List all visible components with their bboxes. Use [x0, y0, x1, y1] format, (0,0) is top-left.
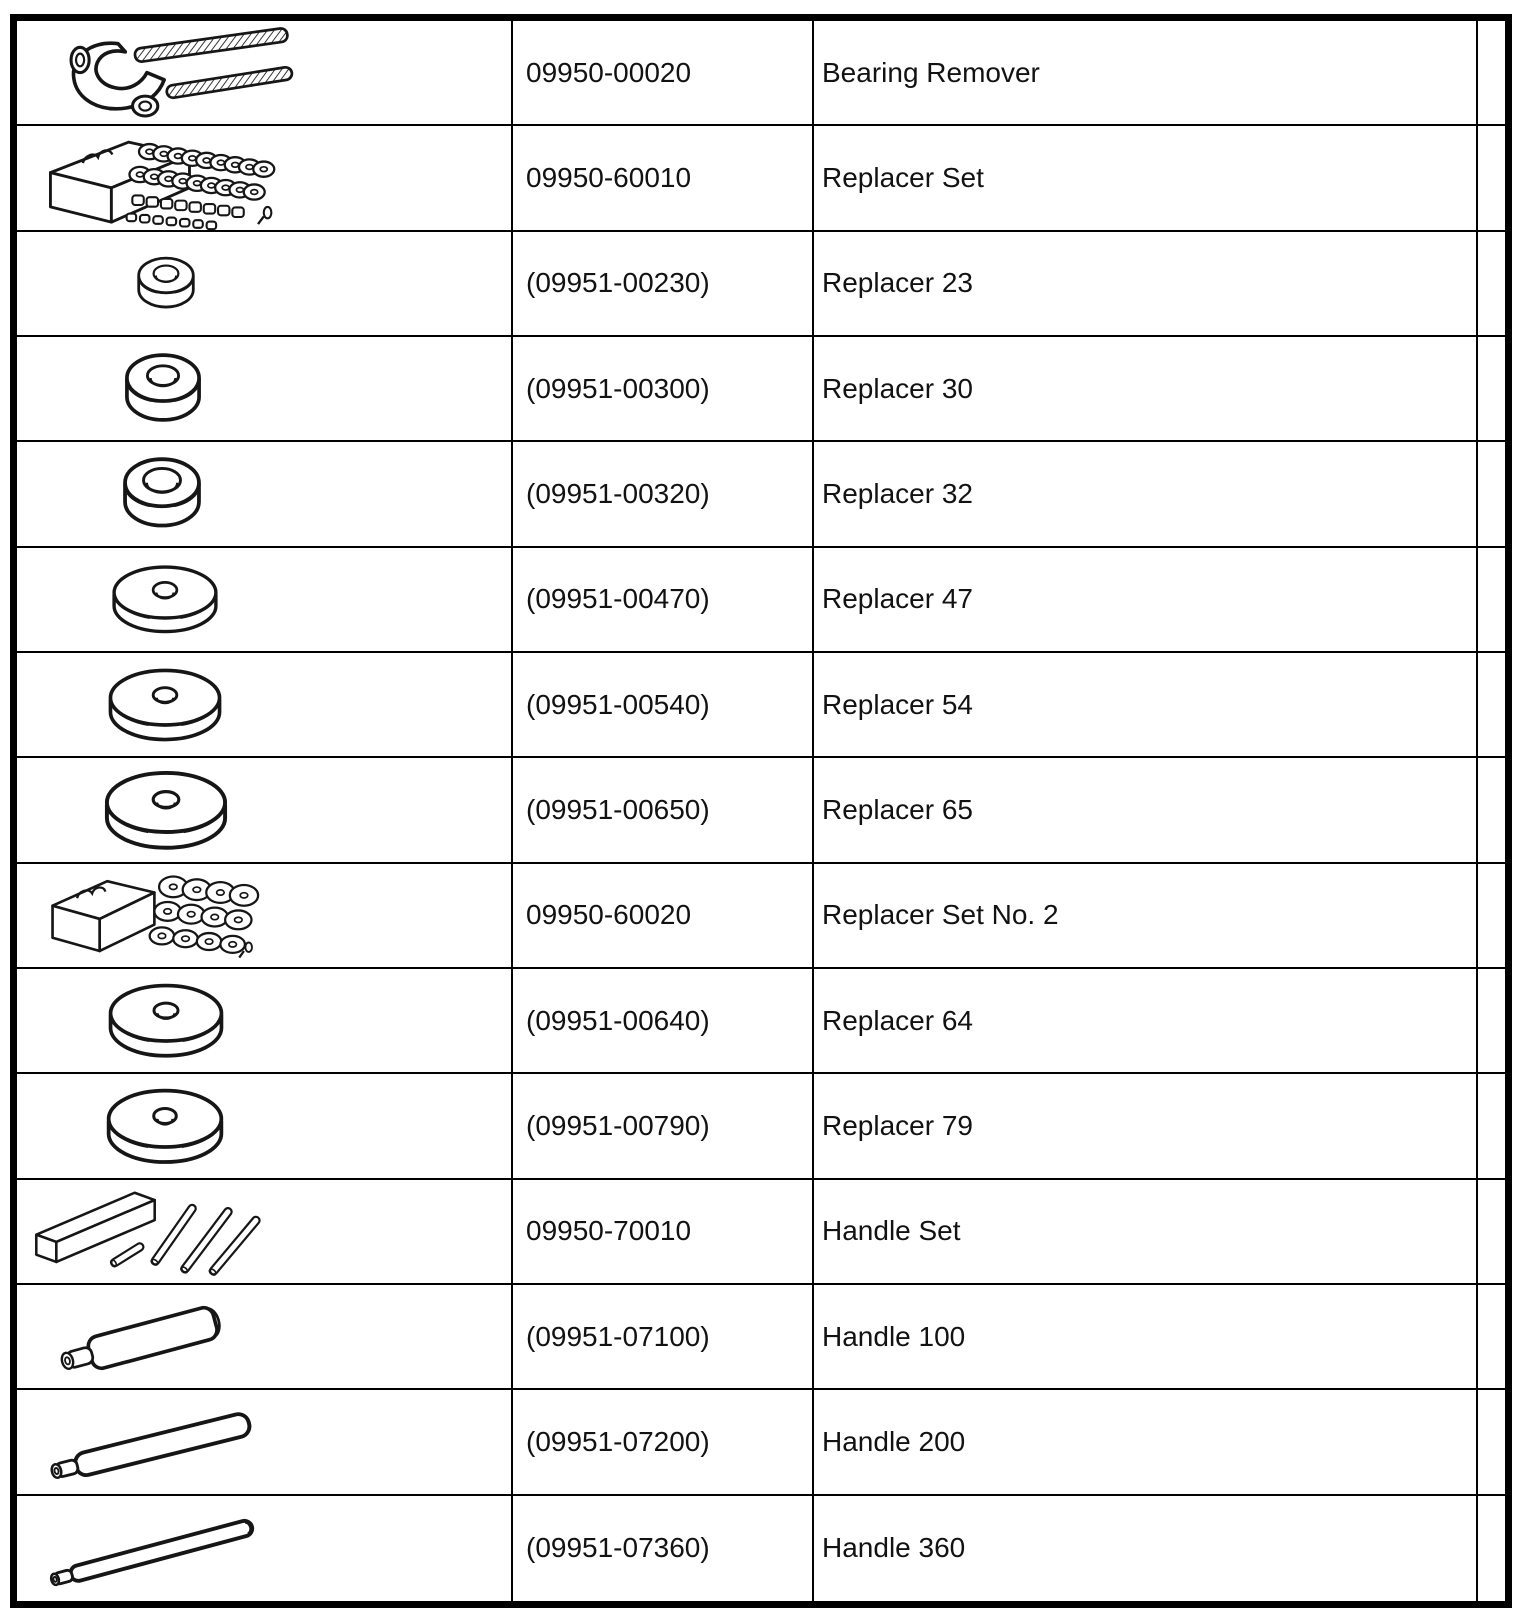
bearing-remover-illustration	[62, 22, 297, 123]
illustration-cell	[17, 1390, 513, 1495]
part-number: (09951-00300)	[526, 372, 710, 404]
description-cell	[814, 758, 1478, 863]
illustration-cell	[17, 1285, 513, 1390]
part-number-cell	[513, 1180, 814, 1285]
replacer-47-illustration	[109, 562, 221, 637]
replacer-set-illustration	[39, 126, 279, 231]
part-number: 09950-60020	[526, 899, 692, 931]
illustration-cell	[17, 548, 513, 653]
replacer-54-illustration	[105, 665, 225, 745]
handle-100-illustration	[45, 1291, 245, 1382]
part-number-cell	[513, 1285, 814, 1390]
description-cell	[814, 864, 1478, 969]
part-number-cell	[513, 548, 814, 653]
description-cell	[814, 21, 1478, 126]
description-cell	[814, 1390, 1478, 1495]
description-cell	[814, 969, 1478, 1074]
part-number-cell	[513, 442, 814, 547]
spacer-cell	[1478, 337, 1505, 442]
illustration-cell	[17, 1180, 513, 1285]
description-cell	[814, 653, 1478, 758]
handle-200-illustration	[35, 1394, 265, 1490]
part-number-cell	[513, 337, 814, 442]
description-cell	[814, 548, 1478, 653]
tool-description: Replacer 23	[822, 267, 973, 299]
tool-description: Replacer 32	[822, 477, 973, 509]
illustration-cell	[17, 442, 513, 547]
part-number: (09951-00650)	[526, 793, 710, 825]
illustration-cell	[17, 758, 513, 863]
illustration-cell	[17, 21, 513, 126]
illustration-cell	[17, 1074, 513, 1179]
spacer-cell	[1478, 1180, 1505, 1285]
handle-360-illustration	[33, 1500, 265, 1597]
replacer-64-illustration	[105, 980, 227, 1061]
description-cell	[814, 232, 1478, 337]
tool-description: Replacer 54	[822, 688, 973, 720]
part-number-cell	[513, 969, 814, 1074]
spacer-cell	[1478, 1074, 1505, 1179]
part-number-cell	[513, 21, 814, 126]
part-number: (09951-07200)	[526, 1425, 710, 1457]
part-number: (09951-00470)	[526, 583, 710, 615]
tool-description: Handle 360	[822, 1532, 966, 1564]
handle-set-illustration	[29, 1180, 264, 1282]
tool-description: Replacer 65	[822, 793, 973, 825]
spacer-cell	[1478, 126, 1505, 231]
part-number: 09950-60010	[526, 161, 692, 193]
part-number: (09951-00230)	[526, 267, 710, 299]
illustration-cell	[17, 232, 513, 337]
part-number-cell	[513, 653, 814, 758]
tool-description: Replacer 47	[822, 583, 973, 615]
part-number: (09951-00790)	[526, 1109, 710, 1141]
description-cell	[814, 126, 1478, 231]
part-number-cell	[513, 1390, 814, 1495]
part-number: (09951-07100)	[526, 1320, 710, 1352]
spacer-cell	[1478, 969, 1505, 1074]
part-number-cell	[513, 232, 814, 337]
replacer-23-illustration	[135, 255, 197, 312]
description-cell	[814, 1496, 1478, 1601]
spacer-cell	[1478, 1390, 1505, 1495]
description-cell	[814, 337, 1478, 442]
tool-description: Handle 200	[822, 1425, 966, 1457]
replacer-30-illustration	[122, 351, 204, 426]
description-cell	[814, 1180, 1478, 1285]
tool-description: Replacer 64	[822, 1004, 973, 1036]
spacer-cell	[1478, 232, 1505, 337]
tool-description: Replacer 79	[822, 1109, 973, 1141]
replacer-32-illustration	[120, 455, 204, 532]
description-cell	[814, 1285, 1478, 1390]
spacer-cell	[1478, 864, 1505, 969]
spacer-cell	[1478, 1496, 1505, 1601]
illustration-cell	[17, 653, 513, 758]
replacer-79-illustration	[103, 1085, 227, 1168]
part-number: (09951-00640)	[526, 1004, 710, 1036]
replacer-65-illustration	[101, 767, 231, 854]
tool-description: Replacer Set	[822, 161, 984, 193]
part-number: (09951-00320)	[526, 477, 710, 509]
sst-tool-table	[10, 14, 1512, 1608]
description-cell	[814, 1074, 1478, 1179]
spacer-cell	[1478, 1285, 1505, 1390]
tool-description: Handle 100	[822, 1320, 966, 1352]
part-number: (09951-00540)	[526, 688, 710, 720]
replacer-set-no2-illustration	[45, 868, 260, 962]
part-number-cell	[513, 758, 814, 863]
tool-description: Replacer Set No. 2	[822, 899, 1059, 931]
part-number-cell	[513, 126, 814, 231]
tool-description: Handle Set	[822, 1215, 961, 1247]
description-cell	[814, 442, 1478, 547]
spacer-cell	[1478, 21, 1505, 126]
illustration-cell	[17, 864, 513, 969]
illustration-cell	[17, 337, 513, 442]
part-number-cell	[513, 1074, 814, 1179]
illustration-cell	[17, 126, 513, 231]
illustration-cell	[17, 969, 513, 1074]
tool-description: Replacer 30	[822, 372, 973, 404]
part-number: 09950-00020	[526, 56, 692, 88]
part-number-cell	[513, 864, 814, 969]
illustration-cell	[17, 1496, 513, 1601]
part-number: (09951-07360)	[526, 1532, 710, 1564]
part-number: 09950-70010	[526, 1215, 692, 1247]
spacer-cell	[1478, 653, 1505, 758]
spacer-cell	[1478, 442, 1505, 547]
tool-description: Bearing Remover	[822, 56, 1040, 88]
spacer-cell	[1478, 548, 1505, 653]
part-number-cell	[513, 1496, 814, 1601]
spacer-cell	[1478, 758, 1505, 863]
